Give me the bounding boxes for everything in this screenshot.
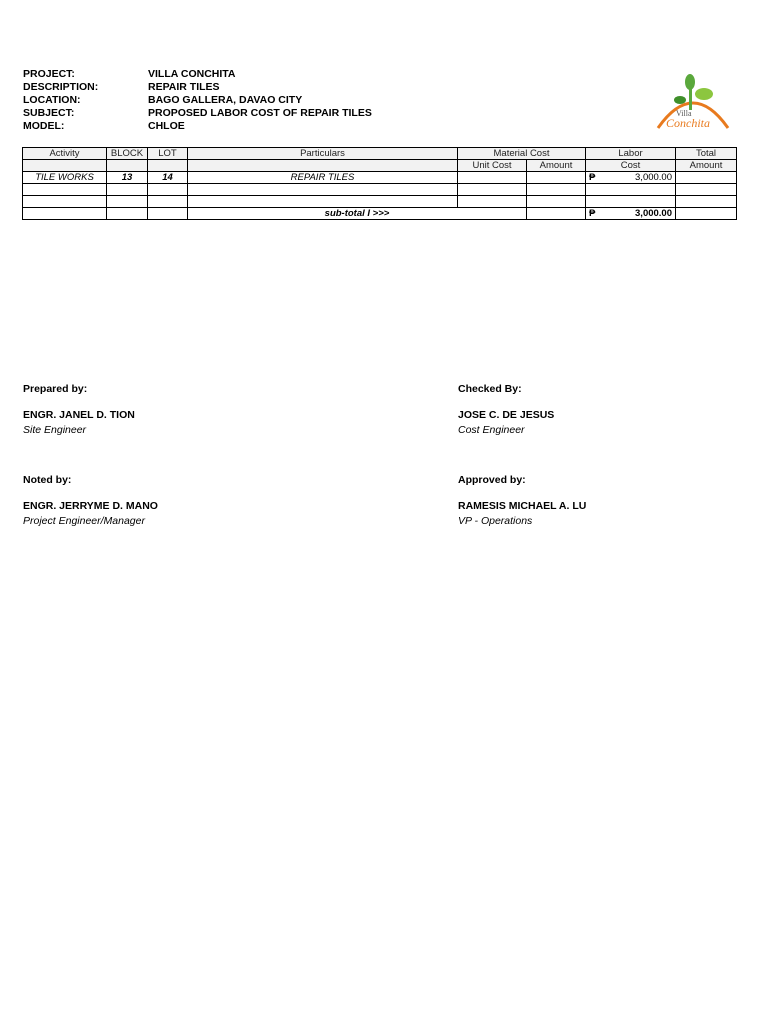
noted-by-title: Project Engineer/Manager (23, 515, 145, 527)
logo-text-conchita: Conchita (666, 116, 710, 130)
col-labor-cost: Cost (586, 160, 676, 172)
approved-by-title: VP - Operations (458, 515, 533, 527)
row-labor-cost-cell (586, 172, 676, 184)
model-value: CHLOE (148, 120, 185, 132)
model-row (23, 120, 372, 133)
subtotal-currency: ₱ (589, 208, 596, 219)
noted-by-name: ENGR. JERRYME D. MANO (23, 500, 158, 512)
prepared-by-title: Site Engineer (23, 424, 87, 436)
table-header-row-2 (23, 160, 737, 172)
row-labor-cost: 3,000.00 (635, 172, 672, 183)
cost-table (22, 147, 737, 220)
location-value: BAGO GALLERA, DAVAO CITY (148, 94, 303, 106)
table-row-empty (23, 184, 737, 196)
col-total-amount: Amount (676, 160, 737, 172)
col-material-amount: Amount (527, 160, 586, 172)
row-lot: 14 (148, 172, 188, 184)
checked-by-block (458, 383, 554, 436)
approved-by-name: RAMESIS MICHAEL A. LU (458, 500, 587, 512)
col-unit-cost: Unit Cost (458, 160, 527, 172)
prepared-by-label: Prepared by: (23, 383, 88, 395)
row-particulars: REPAIR TILES (188, 172, 458, 184)
col-total: Total (676, 148, 737, 160)
subtotal-row (23, 208, 737, 220)
location-label: LOCATION: (23, 94, 81, 106)
col-material-cost: Material Cost (458, 148, 586, 160)
logo-text-villa: Villa (676, 109, 692, 118)
table-row-empty (23, 196, 737, 208)
description-value: REPAIR TILES (148, 81, 220, 93)
project-header (23, 68, 372, 133)
location-row (23, 94, 372, 107)
noted-by-block (23, 474, 158, 527)
description-row (23, 81, 372, 94)
col-block: BLOCK (107, 148, 148, 160)
table-row (23, 172, 737, 184)
prepared-by-name: ENGR. JANEL D. TION (23, 409, 135, 421)
checked-by-name: JOSE C. DE JESUS (458, 409, 555, 421)
subject-row (23, 107, 372, 120)
logo-tree-right (695, 88, 713, 100)
project-row (23, 68, 372, 81)
row-block: 13 (107, 172, 148, 184)
description-label: DESCRIPTION: (23, 81, 99, 93)
approved-by-block (458, 474, 586, 527)
logo-tree-left (674, 96, 686, 104)
table-header-row-1 (23, 148, 737, 160)
noted-by-label: Noted by: (23, 474, 72, 486)
prepared-by-block (23, 383, 135, 436)
logo-tree-top (685, 74, 695, 90)
subtotal-labor-cost: 3,000.00 (635, 208, 672, 219)
villa-conchita-logo (652, 70, 734, 132)
col-activity: Activity (23, 148, 107, 160)
subtotal-cost-cell (586, 208, 676, 220)
subject-value: PROPOSED LABOR COST OF REPAIR TILES (148, 107, 372, 119)
checked-by-title: Cost Engineer (458, 424, 525, 436)
row-activity: TILE WORKS (23, 172, 107, 184)
col-particulars: Particulars (188, 148, 458, 160)
project-label: PROJECT: (23, 68, 75, 80)
col-lot: LOT (148, 148, 188, 160)
subtotal-label: sub-total I >>> (188, 208, 527, 220)
col-labor: Labor (586, 148, 676, 160)
checked-by-label: Checked By: (458, 383, 522, 395)
project-value: VILLA CONCHITA (148, 68, 236, 80)
subject-label: SUBJECT: (23, 107, 75, 119)
approved-by-label: Approved by: (458, 474, 526, 486)
model-label: MODEL: (23, 120, 65, 132)
row-currency: ₱ (589, 172, 596, 183)
